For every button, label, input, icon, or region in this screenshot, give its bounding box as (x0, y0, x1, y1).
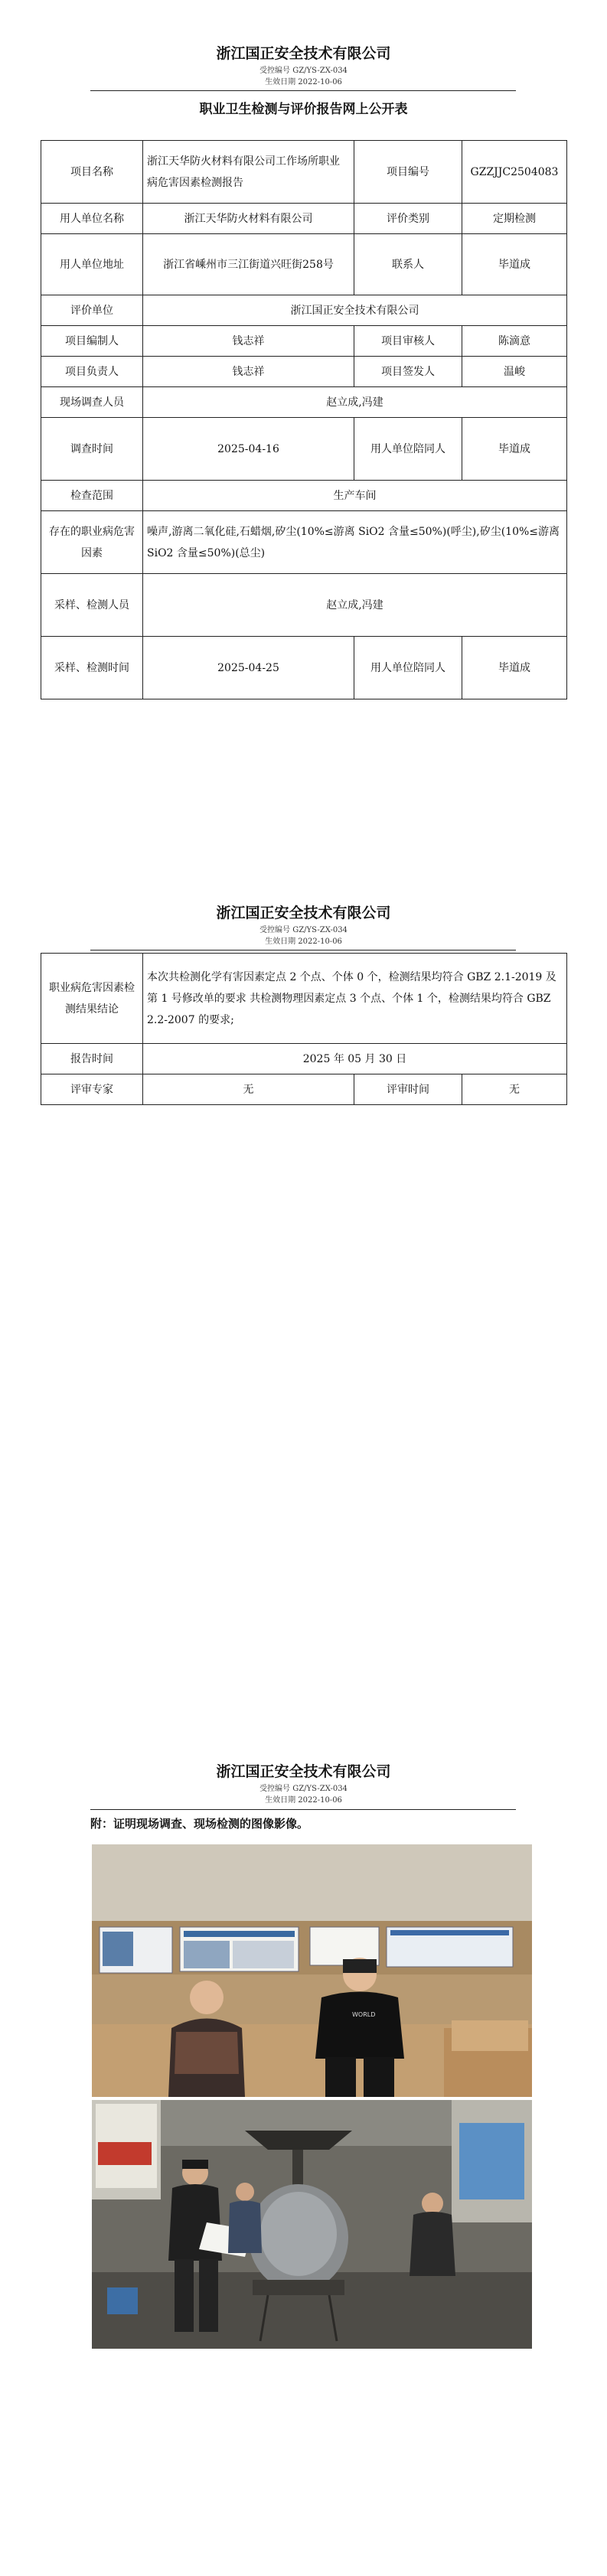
effective-date: 生效日期 2022-10-06 (265, 1796, 342, 1805)
eval-unit-value: 浙江国正安全技术有限公司 (143, 295, 567, 326)
scope-value: 生产车间 (143, 481, 567, 511)
shirt-text: WORLD (352, 2011, 376, 2018)
issuer-label: 项目签发人 (354, 357, 462, 387)
result-table (41, 953, 567, 1105)
header-divider (90, 950, 516, 951)
table-row (41, 1044, 567, 1074)
contact-value: 毕道成 (462, 234, 567, 295)
photo-caption: 附：证明现场调查、现场检测的图像影像。 (90, 1817, 309, 1831)
project-no-value: GZZJJC2504083 (462, 141, 567, 204)
table-row (41, 481, 567, 511)
compiler-label: 项目编制人 (41, 326, 143, 357)
eval-unit-label: 评价单位 (41, 295, 143, 326)
project-name-value: 浙江天华防火材料有限公司工作场所职业病危害因素检测报告 (143, 141, 354, 204)
table-row (41, 234, 567, 295)
table-row (41, 387, 567, 418)
accompany2-value: 毕道成 (462, 637, 567, 699)
hazards-value: 噪声,游离二氧化硅,石蜡烟,矽尘(10%≤游离 SiO2 含量≤50%)(呼尘),矽尘(10%≤游离 SiO2 含量≤50%)(总尘) (143, 511, 567, 574)
address-label: 用人单位地址 (41, 234, 143, 295)
report-time-label: 报告时间 (41, 1044, 143, 1074)
control-number: 受控编号 GZ/YS-ZX-034 (259, 926, 348, 934)
table-row (41, 357, 567, 387)
table-row (41, 326, 567, 357)
employer-label: 用人单位名称 (41, 204, 143, 234)
header-divider (90, 90, 516, 91)
sampling-staff-value: 赵立成,冯建 (143, 574, 567, 637)
hazards-label: 存在的职业病危害因素 (41, 511, 143, 574)
table-row (41, 295, 567, 326)
sampling-staff-label: 采样、检测人员 (41, 574, 143, 637)
review-time-label: 评审时间 (354, 1074, 462, 1105)
result-value: 本次共检测化学有害因素定点 2 个点、个体 0 个，检测结果均符合 GBZ 2.1-2019 及第 1 号修改单的要求 共检测物理因素定点 3 个点、个体 1 个，检测结果均符合 GBZ 2.2-2007 的要求; (143, 954, 567, 1044)
effective-date: 生效日期 2022-10-06 (265, 78, 342, 86)
site-survey-photo-image (92, 1844, 532, 2097)
eval-type-value: 定期检测 (462, 204, 567, 234)
survey-staff-label: 现场调查人员 (41, 387, 143, 418)
review-time-value: 无 (462, 1074, 567, 1105)
table-row (41, 418, 567, 481)
site-inspection-photo (92, 2100, 532, 2349)
table-row (41, 1074, 567, 1105)
result-label: 职业病危害因素检测结果结论 (41, 954, 143, 1044)
project-no-label: 项目编号 (354, 141, 462, 204)
survey-time-label: 调查时间 (41, 418, 143, 481)
table-row (41, 574, 567, 637)
company-name: 浙江国正安全技术有限公司 (216, 1763, 391, 1780)
table-row (41, 141, 567, 204)
scope-label: 检查范围 (41, 481, 143, 511)
table-row (41, 954, 567, 1044)
compiler-value: 钱志祥 (143, 326, 354, 357)
company-name: 浙江国正安全技术有限公司 (216, 905, 391, 921)
report-time-value: 2025 年 05 月 30 日 (143, 1044, 567, 1074)
contact-label: 联系人 (354, 234, 462, 295)
employer-value: 浙江天华防火材料有限公司 (143, 204, 354, 234)
address-value: 浙江省嵊州市三江街道兴旺街258号 (143, 234, 354, 295)
sampling-time-value: 2025-04-25 (143, 637, 354, 699)
table-row (41, 204, 567, 234)
control-number: 受控编号 GZ/YS-ZX-034 (259, 1785, 348, 1793)
survey-staff-value: 赵立成,冯建 (143, 387, 567, 418)
site-inspection-photo-image (92, 2100, 532, 2349)
issuer-value: 温峻 (462, 357, 567, 387)
survey-time-value: 2025-04-16 (143, 418, 354, 481)
company-name: 浙江国正安全技术有限公司 (216, 45, 391, 62)
effective-date: 生效日期 2022-10-06 (265, 937, 342, 946)
accompany-value: 毕道成 (462, 418, 567, 481)
sampling-time-label: 采样、检测时间 (41, 637, 143, 699)
leader-label: 项目负责人 (41, 357, 143, 387)
control-number: 受控编号 GZ/YS-ZX-034 (259, 67, 348, 75)
expert-label: 评审专家 (41, 1074, 143, 1105)
table-row (41, 637, 567, 699)
header-divider (90, 1809, 516, 1810)
project-name-label: 项目名称 (41, 141, 143, 204)
expert-value: 无 (143, 1074, 354, 1105)
site-survey-photo (92, 1844, 532, 2097)
eval-type-label: 评价类别 (354, 204, 462, 234)
accompany-label: 用人单位陪同人 (354, 418, 462, 481)
reviewer-value: 陈滴意 (462, 326, 567, 357)
table-row (41, 511, 567, 574)
reviewer-label: 项目审核人 (354, 326, 462, 357)
disclosure-table (41, 140, 567, 699)
accompany2-label: 用人单位陪同人 (354, 637, 462, 699)
leader-value: 钱志祥 (143, 357, 354, 387)
document-title: 职业卫生检测与评价报告网上公开表 (199, 102, 408, 117)
